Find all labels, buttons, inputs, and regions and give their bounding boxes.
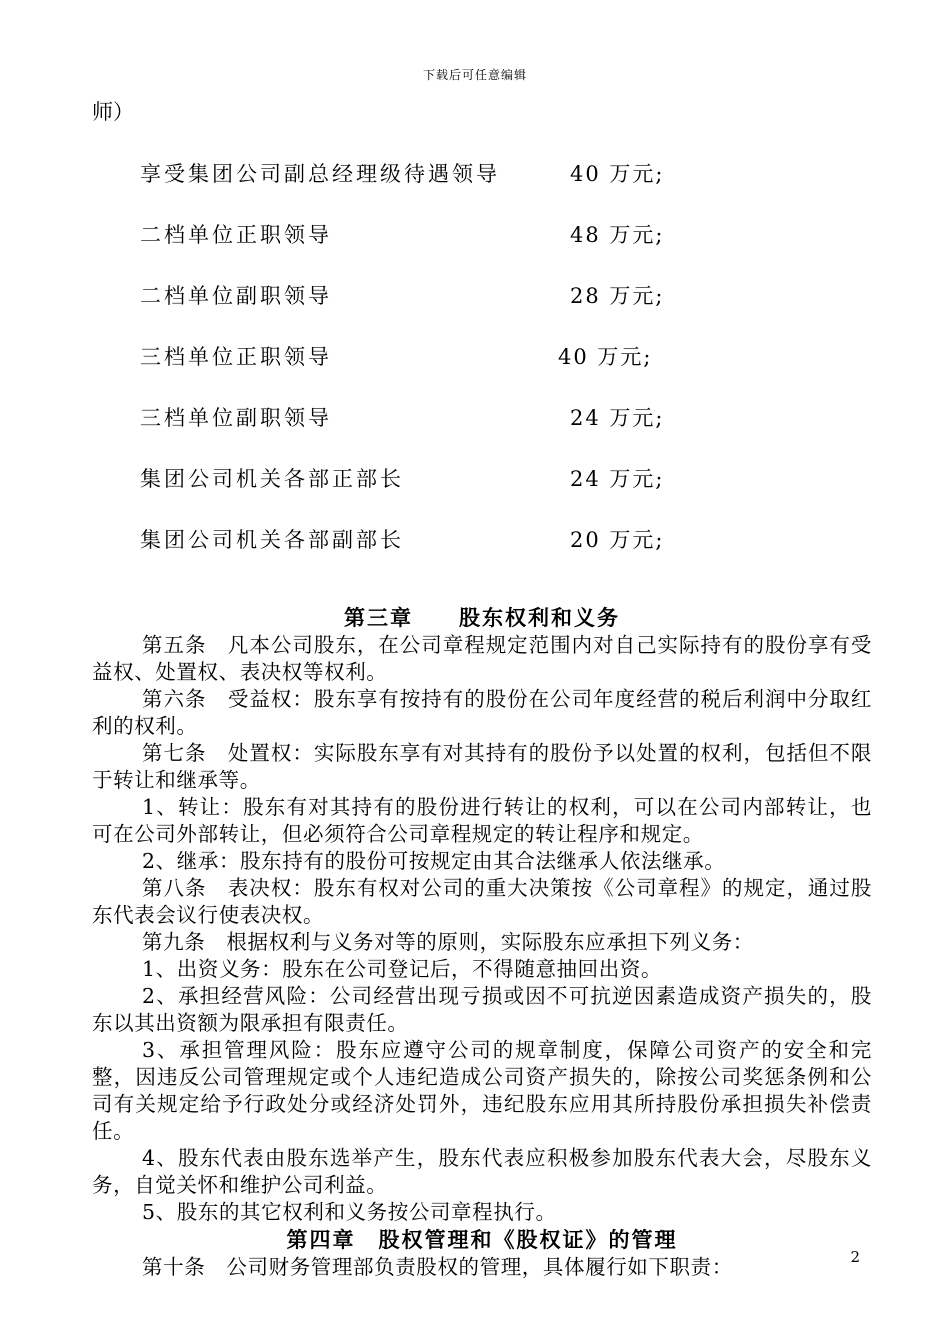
continuation-text: 师） [92,100,134,124]
pay-list-amount: 40 万元; [558,345,653,369]
chapter-3-paragraph: 3、承担管理风险：股东应遵守公司的规章制度，保障公司资产的安全和完整，因违反公司管理规定或个人违纪造成公司资产损失的，除按公司奖惩条例和公司有关规定给予行政处分或经济处罚外，违纪股东应用其所持股份承担损失补偿责任。 [92,1038,872,1143]
chapter-3-paragraph: 2、承担经营风险：公司经营出现亏损或因不可抗逆因素造成资产损失的，股东以其出资额为限承担有限责任。 [92,984,872,1035]
pay-list-amount: 40 万元; [570,162,665,186]
document-body [92,604,872,1281]
header-note: 下载后可任意编辑 [422,68,527,82]
chapter-3-paragraph: 第六条 受益权：股东享有按持有的股份在公司年度经营的税后利润中分取红利的权利。 [92,687,872,738]
pay-list-amount: 24 万元; [570,406,665,430]
chapter-4-paragraph: 第十条 公司财务管理部负责股权的管理，具体履行如下职责： [142,1255,733,1279]
page-number: 2 [850,1248,860,1266]
pay-list-role: 三档单位正职领导 [140,345,332,369]
pay-list-role: 集团公司机关各部正部长 [140,467,404,491]
chapter-3-paragraph: 2、继承：股东持有的股份可按规定由其合法继承人依法继承。 [142,849,726,873]
chapter-3-paragraph: 1、转让：股东有对其持有的股份进行转让的权利，可以在公司内部转让，也可在公司外部转让，但必须符合公司章程规定的转让程序和规定。 [92,795,872,846]
chapter-4-title: 第四章 股权管理和《股权证》的管理 [286,1227,678,1252]
chapter-3-paragraph: 第八条 表决权：股东有权对公司的重大决策按《公司章程》的规定，通过股东代表会议行使表决权。 [92,876,872,927]
pay-list-role: 集团公司机关各部副部长 [140,528,404,552]
pay-list-role: 三档单位副职领导 [140,406,332,430]
pay-list-role: 享受集团公司副总经理级待遇领导 [140,162,500,186]
pay-list-role: 二档单位副职领导 [140,284,332,308]
chapter-3-paragraph: 1、出资义务：股东在公司登记后，不得随意抽回出资。 [142,957,663,981]
pay-list-amount: 28 万元; [570,284,665,308]
chapter-3-paragraph: 第九条 根据权利与义务对等的原则，实际股东应承担下列义务： [142,930,754,954]
chapter-3-paragraph: 第七条 处置权：实际股东享有对其持有的股份予以处置的权利，包括但不限于转让和继承等。 [92,741,872,792]
chapter-3-title: 第三章 股东权利和义务 [344,605,620,630]
pay-list-amount: 24 万元; [570,467,665,491]
chapter-3-paragraph: 第五条 凡本公司股东，在公司章程规定范围内对自己实际持有的股份享有受益权、处置权、表决权等权利。 [92,633,872,684]
chapter-3-paragraph: 5、股东的其它权利和义务按公司章程执行。 [142,1200,557,1224]
pay-list-role: 二档单位正职领导 [140,223,332,247]
pay-list-amount: 20 万元; [570,528,665,552]
pay-list-amount: 48 万元; [570,223,665,247]
chapter-3-paragraph: 4、股东代表由股东选举产生，股东代表应积极参加股东代表大会，尽股东义务，自觉关怀和维护公司利益。 [92,1146,872,1197]
